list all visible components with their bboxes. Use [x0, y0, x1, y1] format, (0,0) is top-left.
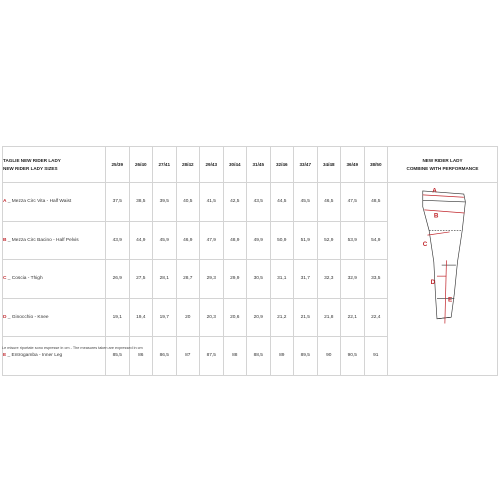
size-header: 33/47 [294, 147, 318, 183]
size-header: 36/49 [341, 147, 365, 183]
table-cell: 31,1 [270, 260, 294, 299]
measurement-label [3, 260, 106, 299]
table-cell: 44,5 [270, 183, 294, 222]
table-cell: 51,9 [294, 221, 318, 260]
table-cell: 19,1 [106, 298, 130, 337]
size-chart-table [2, 146, 498, 376]
measurement-letter: D [3, 314, 7, 320]
table-cell: 91 [364, 337, 388, 376]
table-cell: 46,9 [176, 221, 200, 260]
table-cell: 32,9 [341, 260, 365, 299]
table-cell: 88 [223, 337, 247, 376]
table-cell: 30,5 [247, 260, 271, 299]
table-cell: 31,7 [294, 260, 318, 299]
table-cell: 89,5 [294, 337, 318, 376]
figure-letter-e: E [448, 296, 453, 304]
size-header: 30/44 [223, 147, 247, 183]
table-cell: 27,5 [129, 260, 153, 299]
table-cell: 37,5 [106, 183, 130, 222]
table-cell: 48,5 [364, 183, 388, 222]
table-cell: 54,9 [364, 221, 388, 260]
size-header: 32/46 [270, 147, 294, 183]
table-cell: 86,5 [153, 337, 177, 376]
table-cell: 48,9 [223, 221, 247, 260]
measurement-letter: A [3, 199, 7, 205]
table-cell: 32,3 [317, 260, 341, 299]
table-cell: 28,1 [153, 260, 177, 299]
size-header: 28/42 [176, 147, 200, 183]
size-header: 26/40 [129, 147, 153, 183]
table-cell: 28,7 [176, 260, 200, 299]
table-cell: 19,4 [129, 298, 153, 337]
table-cell: 90,5 [341, 337, 365, 376]
table-cell: 47,9 [200, 221, 224, 260]
size-header: 25/39 [106, 147, 130, 183]
figure-title-line2: COMBINE WITH PERFORMANCE [406, 165, 479, 171]
figure-letter-b: B [433, 212, 439, 220]
measurement-letter: B [3, 237, 7, 243]
table-cell: 89 [270, 337, 294, 376]
size-header: 31/45 [247, 147, 271, 183]
measurement-label [3, 183, 106, 222]
table-cell: 21,2 [270, 298, 294, 337]
table-cell: 20,6 [223, 298, 247, 337]
size-header: 29/43 [200, 147, 224, 183]
figure-letter-c: C [422, 241, 428, 249]
size-header: 34/48 [317, 147, 341, 183]
measure-lines [423, 195, 465, 324]
figure-title [388, 147, 498, 183]
pants-diagram [388, 183, 497, 333]
table-cell: 47,5 [341, 183, 365, 222]
figure-letters [423, 187, 452, 303]
measurement-name: _ Mezza Circ Bacino - Half Pelvis [6, 237, 79, 243]
table-cell: 90 [317, 337, 341, 376]
figure-title-line1: NEW RIDER LADY [422, 157, 463, 163]
table-cell: 50,9 [270, 221, 294, 260]
table-cell: 52,9 [317, 221, 341, 260]
measurement-label [3, 337, 106, 376]
table-cell: 45,5 [294, 183, 318, 222]
footnote: Le misure riportate sono espresse in cm - The measures taken are expressed in cm [2, 346, 143, 350]
table-cell: 43,5 [247, 183, 271, 222]
measurement-letter: C [3, 276, 7, 282]
figure-letter-a: A [432, 187, 437, 195]
table-cell: 22,1 [341, 298, 365, 337]
table-cell: 85,5 [106, 337, 130, 376]
table-cell: 21,5 [294, 298, 318, 337]
measurement-name: _ Ginocchio - Knee [6, 314, 49, 320]
table-cell: 38,5 [129, 183, 153, 222]
table-cell: 39,5 [153, 183, 177, 222]
table-cell: 49,9 [247, 221, 271, 260]
measurement-letter: E [3, 353, 7, 359]
table-cell: 19,7 [153, 298, 177, 337]
table-cell: 33,5 [364, 260, 388, 299]
table-cell: 87 [176, 337, 200, 376]
table-cell: 45,9 [153, 221, 177, 260]
table-title-line1: TAGLIE NEW RIDER LADY [3, 157, 61, 163]
table-cell: 22,4 [364, 298, 388, 337]
table-cell: 86 [129, 337, 153, 376]
table-cell: 46,5 [317, 183, 341, 222]
header-row [3, 147, 498, 183]
table-cell: 88,5 [247, 337, 271, 376]
table-row [3, 183, 498, 222]
table-cell: 29,9 [223, 260, 247, 299]
table-cell: 20,3 [200, 298, 224, 337]
table-cell: 26,9 [106, 260, 130, 299]
table-cell: 20,9 [247, 298, 271, 337]
table-title [3, 147, 106, 183]
table-cell: 53,9 [341, 221, 365, 260]
table-cell: 42,5 [223, 183, 247, 222]
table-cell: 40,5 [176, 183, 200, 222]
table-cell: 21,8 [317, 298, 341, 337]
size-header: 27/41 [153, 147, 177, 183]
table-cell: 43,9 [106, 221, 130, 260]
measurement-name: _ Entrogamba - Inner Leg [6, 353, 63, 359]
table-cell: 20 [176, 298, 200, 337]
measurement-label [3, 298, 106, 337]
measurement-label [3, 221, 106, 260]
size-header: 38/50 [364, 147, 388, 183]
pants-figure-cell [388, 183, 498, 376]
table-cell: 44,9 [129, 221, 153, 260]
table-cell: 41,5 [200, 183, 224, 222]
table-cell: 29,3 [200, 260, 224, 299]
table-cell: 87,5 [200, 337, 224, 376]
measurement-name: _ Coscia - Thigh [6, 276, 43, 282]
figure-letter-d: D [430, 279, 436, 287]
measurement-name: _ Mezza Circ Vita - Half Waist [6, 199, 72, 205]
table-title-line2: NEW RIDER LADY SIZES [3, 165, 58, 171]
